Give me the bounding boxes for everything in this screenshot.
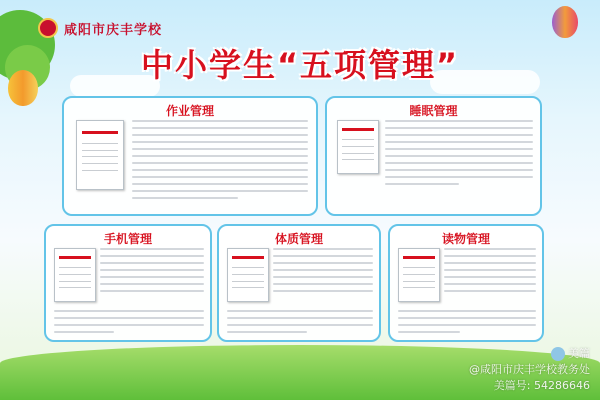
document-thumbnail xyxy=(337,120,379,174)
balloon-icon xyxy=(552,6,578,38)
school-name: 咸阳市庆丰学校 xyxy=(64,22,163,38)
panel-body-text xyxy=(385,120,533,190)
meipian-logo-icon xyxy=(551,347,565,361)
document-thumbnail xyxy=(76,120,124,190)
page-title: 中小学生“五项管理” xyxy=(140,46,460,84)
watermark-account: @咸阳市庆丰学校教务处 xyxy=(469,363,590,376)
panel-title-reading: 读物管理 xyxy=(441,232,490,246)
panel-physical xyxy=(217,224,381,342)
panel-sleep xyxy=(325,96,542,216)
watermark-brand: 美篇 xyxy=(568,347,590,360)
school-header xyxy=(38,18,162,38)
panel-homework xyxy=(62,96,318,216)
document-thumbnail xyxy=(398,248,440,302)
panel-title-phone: 手机管理 xyxy=(103,232,152,246)
document-thumbnail xyxy=(227,248,269,302)
panel-body-text xyxy=(273,248,373,297)
panel-body-text xyxy=(444,248,536,297)
panel-body-text xyxy=(54,310,204,338)
panel-body-text xyxy=(132,120,308,204)
panel-phone xyxy=(44,224,212,342)
panel-title-physical: 体质管理 xyxy=(274,232,323,246)
watermark xyxy=(469,346,590,394)
panel-title-homework: 作业管理 xyxy=(165,104,214,118)
document-thumbnail xyxy=(54,248,96,302)
panel-body-text xyxy=(100,248,204,297)
watermark-id: 美篇号: 54286646 xyxy=(493,379,590,392)
panel-title-sleep: 睡眠管理 xyxy=(409,104,458,118)
school-logo-icon xyxy=(38,18,58,38)
panel-reading xyxy=(388,224,544,342)
panel-body-text xyxy=(227,310,373,338)
panel-body-text xyxy=(398,310,536,338)
